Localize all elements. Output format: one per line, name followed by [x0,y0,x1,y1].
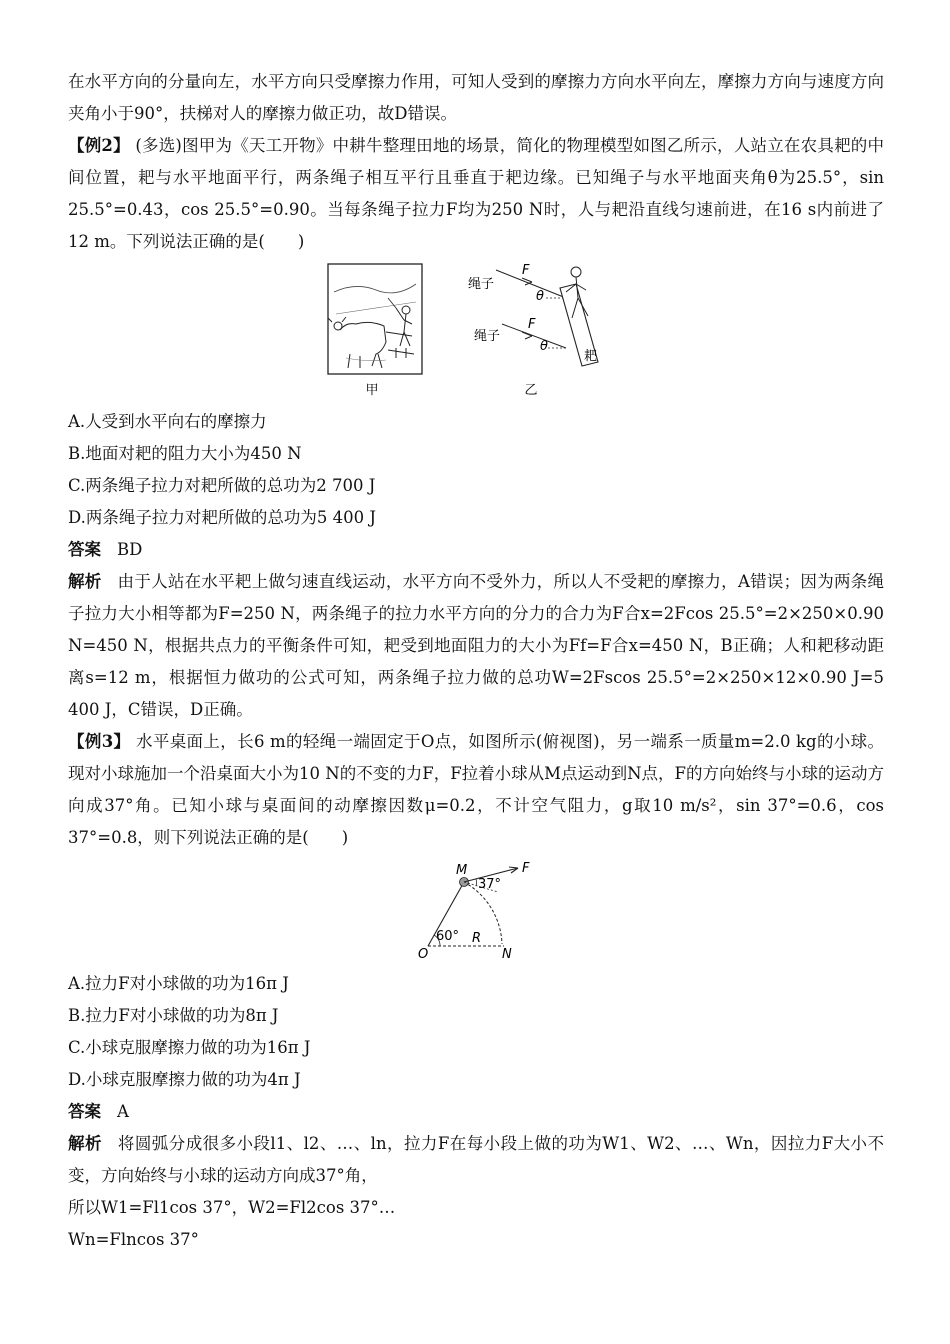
label-n: N [502,947,512,962]
ex3-answer-label: 答案 [68,1102,101,1121]
ex3-analysis-text: 将圆弧分成很多小段l1、l2、…、ln，拉力F在每小段上做的功为W1、W2、…、Wn，因拉力F大小不变，方向始终与小球的运动方向成37°角， [68,1134,885,1185]
paragraph-continued: 在水平方向的分量向左，水平方向只受摩擦力作用，可知人受到的摩擦力方向水平向左，摩擦力方向与速度方向夹角小于90°，扶梯对人的摩擦力做正功，故D错误。 [68,72,884,123]
figure-yi [468,263,598,398]
ex3-analysis-line-2: 所以W1=Fl1cos 37°，W2=Fl2cos 37°… [68,1198,396,1217]
label-m: M [456,863,468,878]
rope-line-1 [496,270,566,298]
label-o: O [418,947,429,962]
ex3-option-c: C.小球克服摩擦力做的功为16π J [68,1038,311,1057]
example-2-figure-svg [326,262,626,400]
ex2-analysis-label: 解析 [68,572,102,591]
figure-jia-caption: 甲 [365,383,379,398]
force-label-2: F [528,317,536,332]
person-icon [571,267,581,277]
figure-jia [328,264,422,398]
rope-label-2: 绳子 [474,329,501,344]
ex3-answer-value: A [117,1102,129,1121]
ex2-analysis-text: 由于人站在水平耙上做匀速直线运动，水平方向不受外力，所以人不受耙的摩擦力，A错误；因为两条绳子拉力大小相等都为F=250 N，两条绳子的拉力水平方向的分力的合力为F合x=2Fcos 25.5°=2×250×0.90 N=450 N，根据共点力的平衡条件可知，耙受到地面阻力的大小为Ff=F合x=450 N，B正确；人和耙移动距离s=12 m，根据恒力做功的公式可知，两条绳子拉力做的总功W=2Fscos 25.5°=2×250×12×0.90 J=5 400 J，C错误，D正确。 [68,572,885,719]
ex2-analysis [68,566,884,726]
example-3-figure-svg [406,858,546,962]
theta-label-2: θ [540,339,548,354]
figure-yi-caption: 乙 [524,383,538,398]
ex3-option-d: D.小球克服摩擦力做的功为4π J [68,1070,301,1089]
example-2-text: (多选)图甲为《天工开物》中耕牛整理田地的场景，简化的物理模型如图乙所示，人站立在农具耙的中间位置，耙与水平地面平行，两条绳子相互平行且垂直于耙边缘。已知绳子与水平地面夹角θ为25.5°，sin 25.5°=0.43，cos 25.5°=0.90。当每条绳子拉力F均为250 N时，人与耙沿直线匀速前进，在16 s内前进了12 m。下列说法正确的是( ) [68,136,885,251]
page-content [68,66,884,1256]
harrow-label: 耙 [584,349,598,364]
rope-label-1: 绳子 [468,277,495,292]
label-60: 60° [436,929,460,944]
ex3-analysis [68,1128,884,1192]
example-3-figure [68,858,884,962]
label-r: R [472,931,482,946]
ex3-option-b: B.拉力F对小球做的功为8π J [68,1006,279,1025]
ex2-option-a: A.人受到水平向右的摩擦力 [68,412,267,431]
ex2-option-c: C.两条绳子拉力对耙所做的总功为2 700 J [68,476,376,495]
ex2-option-d: D.两条绳子拉力对耙所做的总功为5 400 J [68,508,376,527]
example-3-text: 水平桌面上，长6 m的轻绳一端固定于O点，如图所示(俯视图)，另一端系一质量m=2.0 kg的小球。现对小球施加一个沿桌面大小为10 N的不变的力F，F拉着小球从M点运动到N点，F的方向始终与小球的运动方向成37°角。已知小球与桌面间的动摩擦因数μ=0.2，不计空气阻力，g取10 m/s²，sin 37°=0.6，cos 37°=0.8，则下列说法正确的是( ) [68,732,885,847]
ex2-option-b: B.地面对耙的阻力大小为450 N [68,444,302,463]
ex2-answer [68,534,884,566]
force-label-1: F [522,263,530,278]
theta-label-1: θ [536,289,544,304]
example-3-stem [68,726,884,854]
ex2-answer-value: BD [117,540,143,559]
example-2-stem [68,130,884,258]
example-2-tag: 【例2】 [68,136,130,155]
label-37: 37° [478,877,502,892]
ex3-analysis-label: 解析 [68,1134,102,1153]
example-2-figures [68,262,884,400]
ex3-answer [68,1096,884,1128]
ex2-answer-label: 答案 [68,540,101,559]
label-f: F [522,861,530,876]
ex3-analysis-line-3: Wn=Flncos 37° [68,1230,199,1249]
ex3-option-a: A.拉力F对小球做的功为16π J [68,974,289,993]
example-3-tag: 【例3】 [68,732,131,751]
